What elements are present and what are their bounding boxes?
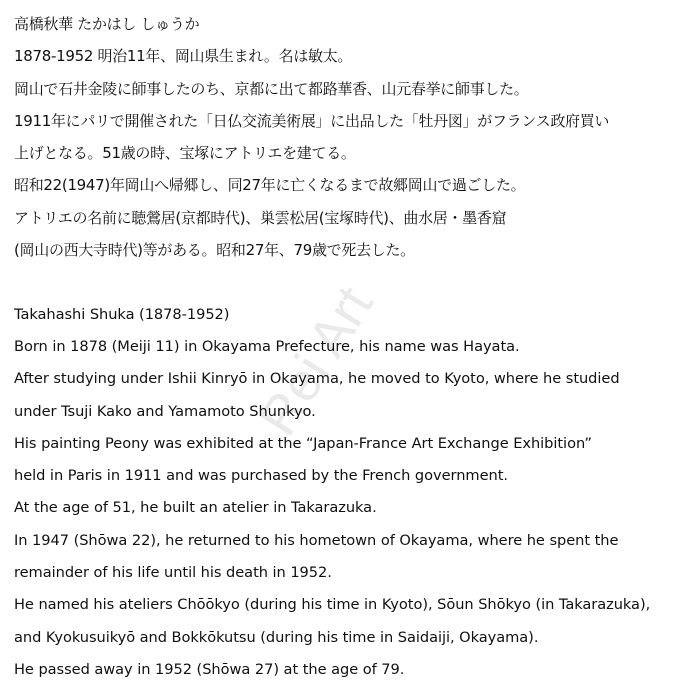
jp-text-line: アトリエの名前に聴鶯居(京都時代)、巣雲松居(宝塚時代)、曲水居・墨香窟 [14,208,507,227]
jp-text-line: (岡山の西大寺時代)等がある。昭和27年、79歳で死去した。 [14,241,415,260]
en-text-line: He named his ateliers Chōōkyo (during his time in Kyoto), Sōun Shōkyo (in Takarazuka), [14,596,651,614]
en-title-line: Takahashi Shuka (1878-1952) [14,305,230,323]
en-text-line: At the age of 51, he built an atelier in Takarazuka. [14,499,377,517]
en-text-line: In 1947 (Shōwa 22), he returned to his hometown of Okayama, where he spent the [14,531,619,549]
jp-text-line: 1911年にパリで開催された「日仏交流美術展」に出品した「牡丹図」がフランス政府買い [14,111,610,130]
en-text-line: remainder of his life until his death in 1952. [14,564,332,582]
en-text-line: and Kyokusuikyō and Bokkōkutsu (during his time in Saidaiji, Okayama). [14,628,539,646]
en-text-line: He passed away in 1952 (Shōwa 27) at the age of 79. [14,660,405,678]
jp-text-line: 岡山で石井金陵に師事したのち、京都に出て都路華香、山元春挙に師事した。 [14,79,529,98]
en-text-line: Born in 1878 (Meiji 11) in Okayama Prefecture, his name was Hayata. [14,337,520,355]
document-body [14,8,698,686]
en-text-line: under Tsuji Kako and Yamamoto Shunkyo. [14,402,316,420]
en-text-line: held in Paris in 1911 and was purchased by the French government. [14,467,508,485]
jp-text-line: 1878-1952 明治11年、岡山県生まれ。名は敏太。 [14,47,353,66]
en-text-line: His painting Peony was exhibited at the “Japan-France Art Exchange Exhibition” [14,434,592,452]
jp-text-line: 昭和22(1947)年岡山へ帰郷し、同27年に亡くなるまで故郷岡山で過ごした。 [14,176,526,195]
english-section [14,299,698,687]
jp-title-line: 高橋秋華 たかはし しゅうか [14,15,200,33]
en-text-line: After studying under Ishii Kinryō in Okayama, he moved to Kyoto, where he studied [14,370,620,388]
watermark: Rei Art [247,276,385,446]
jp-text-line: 上げとなる。51歳の時、宝塚にアトリエを建てる。 [14,144,356,163]
section-spacer [14,266,698,298]
japanese-section [14,8,698,266]
